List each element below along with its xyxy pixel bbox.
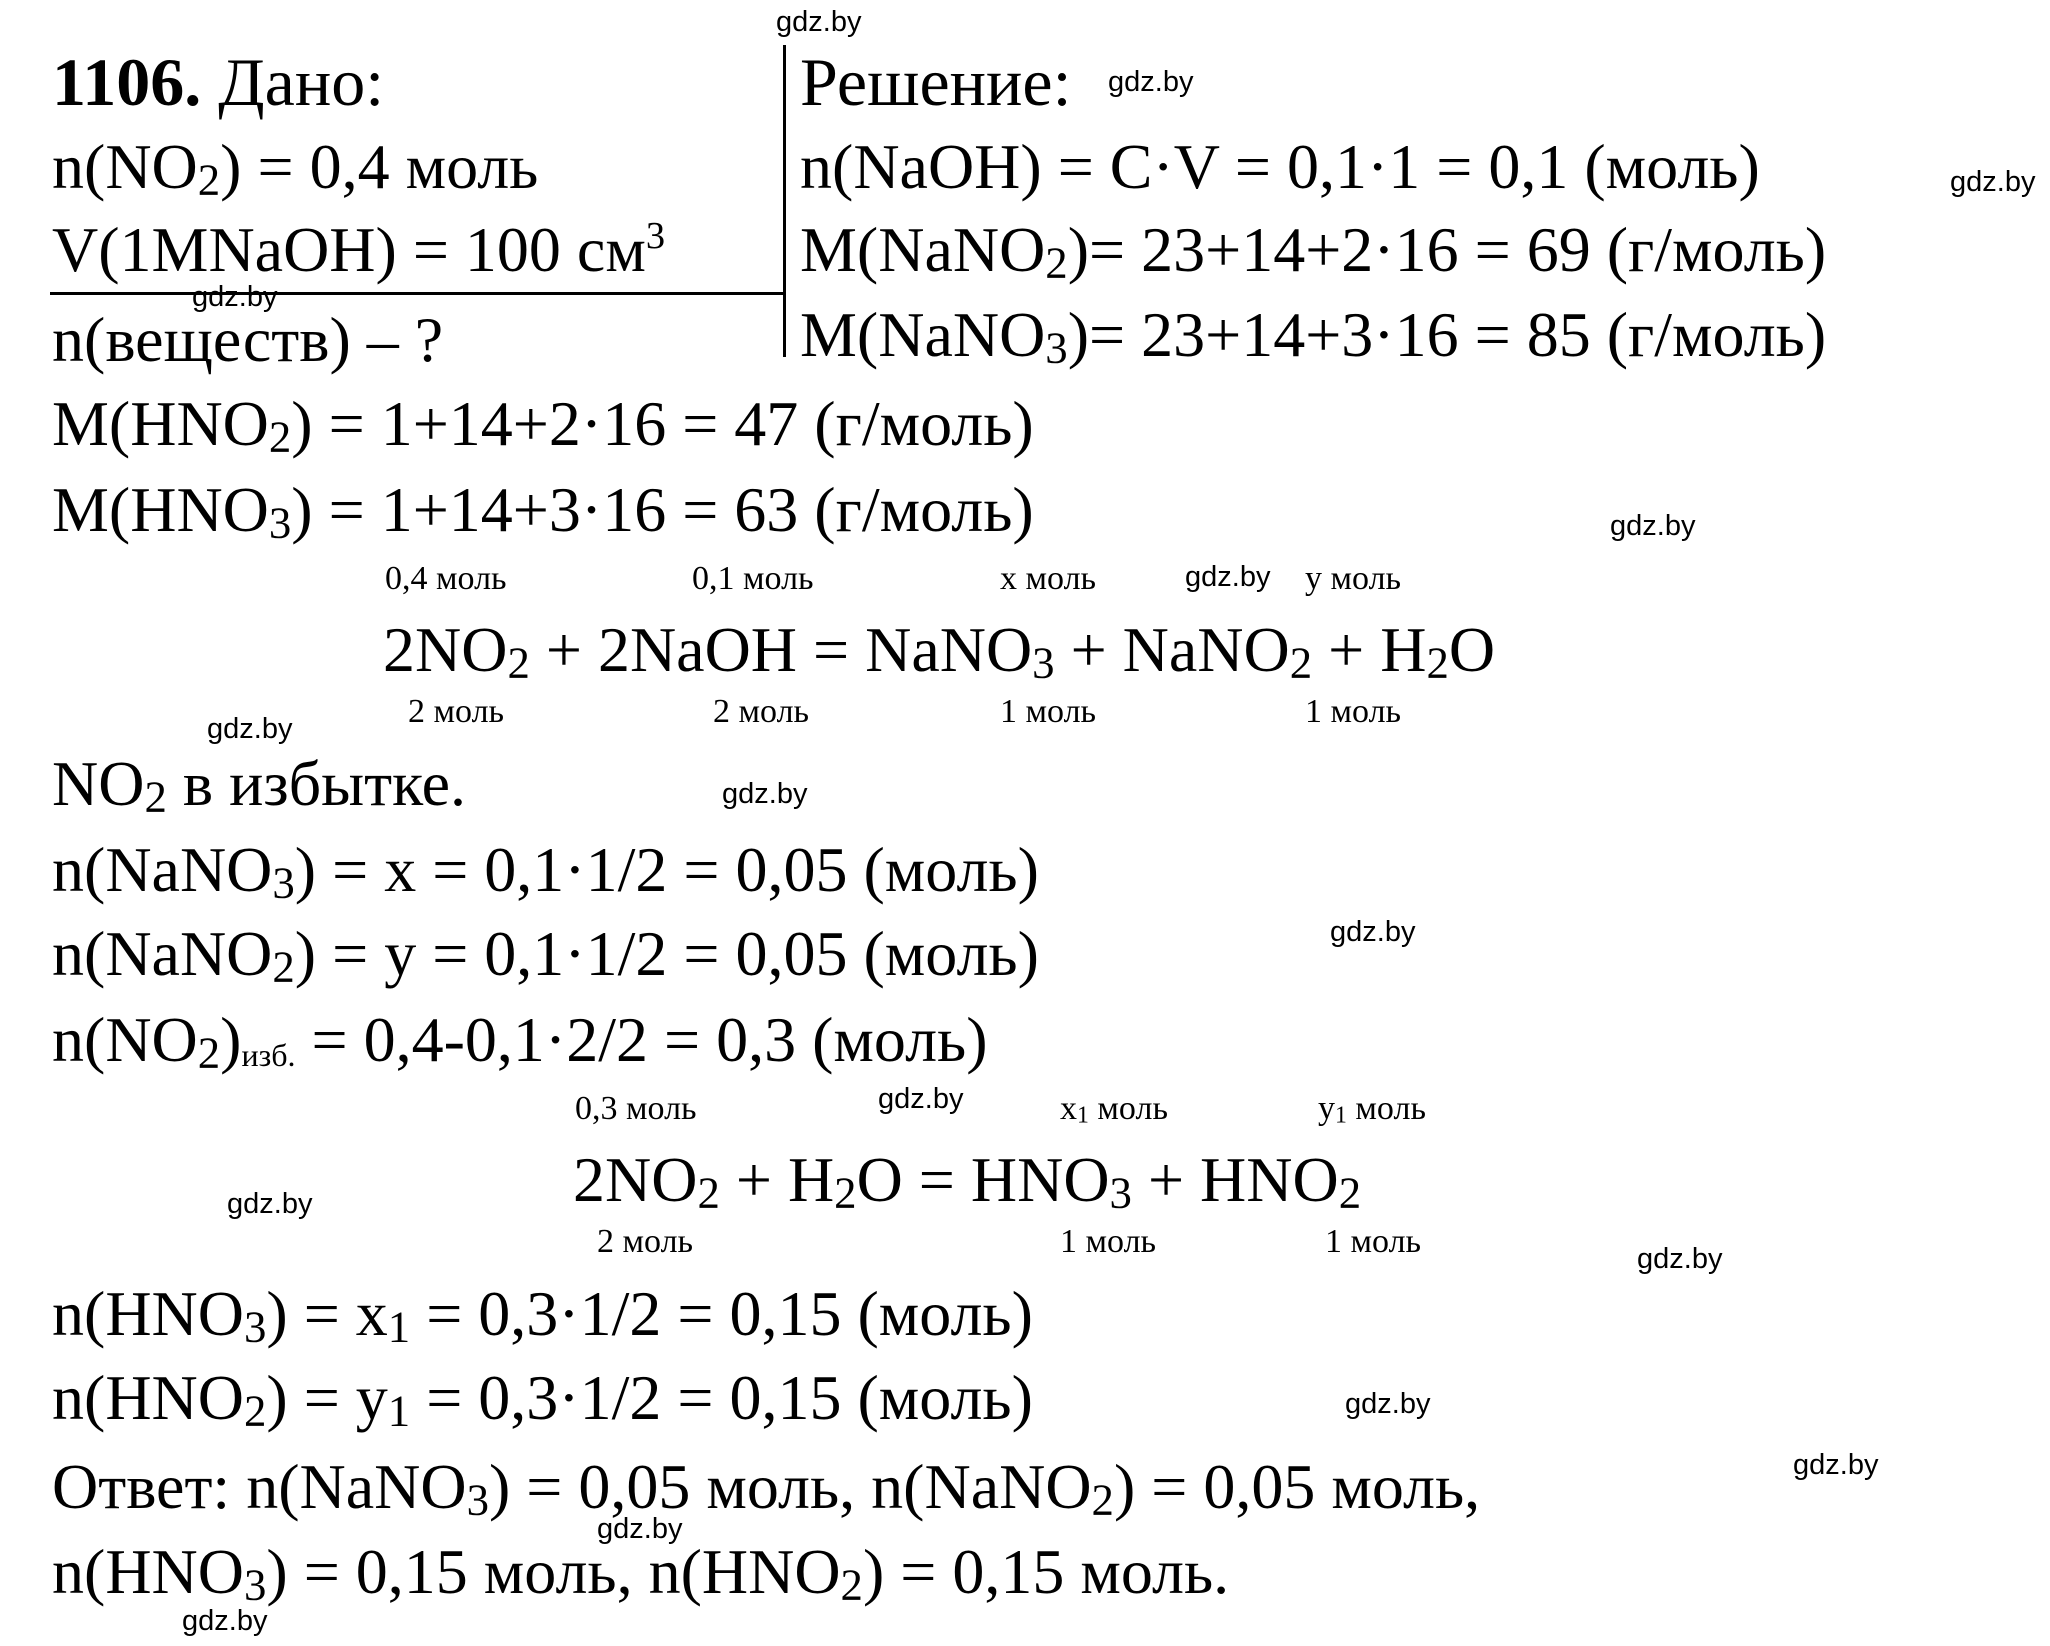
molar-hno3: $M(HNO_3) = 1+14+3\cdot 16 = 63$ (г/моль) <box>52 474 1034 548</box>
watermark: gdz.by <box>207 713 293 745</box>
watermark: gdz.by <box>182 1605 268 1637</box>
r2-above-3: $y_1$ моль <box>1318 1090 1426 1129</box>
watermark: gdz.by <box>1330 916 1416 948</box>
watermark: gdz.by <box>878 1083 964 1115</box>
r2-below-3: 1 моль <box>1325 1223 1422 1260</box>
watermark: gdz.by <box>722 778 808 810</box>
reaction-2-equation: $2NO_2 + H_2O = HNO_3 + HNO_2$ <box>573 1144 1362 1218</box>
watermark: gdz.by <box>776 6 862 38</box>
calc-nano2: n(NaNO$_2$) = y = 0,1·1/2 = 0,05 (моль) <box>52 918 1039 992</box>
watermark: gdz.by <box>1793 1449 1879 1481</box>
calc-nano3: n(NaNO$_3$) = x = 0,1·1/2 = 0,05 (моль) <box>52 834 1039 908</box>
r1-below-2: 2 моль <box>713 693 810 730</box>
solution-line-3: M(NaNO$_3$)= 23+14+3·16 = 85 (г/моль) <box>800 299 1827 373</box>
r1-below-3: 1 моль <box>1000 693 1097 730</box>
watermark: gdz.by <box>1610 510 1696 542</box>
answer-line-1: Ответ: n(NaNO$_3$) = 0,05 моль, n(NaNO$_2$) = 0,05 моль, <box>52 1451 1481 1525</box>
excess-note: $NO_2$ в избытке. <box>52 748 467 822</box>
r1-below-1: 2 моль <box>408 693 505 730</box>
r1-above-3: x моль <box>1000 560 1097 597</box>
r2-above-2: $x_1$ моль <box>1060 1090 1168 1129</box>
problem-number: 1106. <box>52 44 202 120</box>
given-label: Дано: <box>218 44 385 120</box>
calc-hno3: $n(HNO_3) = x_1 = 0,3\cdot 1/2 = 0,15$ (моль) <box>52 1278 1033 1352</box>
given-underline <box>50 292 783 295</box>
given-solution-divider <box>783 45 786 357</box>
r1-above-2: 0,1 моль <box>692 560 814 597</box>
calc-hno2: $n(HNO_2) = y_1 = 0,3\cdot 1/2 = 0,15$ (моль) <box>52 1362 1033 1436</box>
given-line-2: V(1MNaOH) = 100 $см^3$ <box>52 214 666 285</box>
r1-below-4: 1 моль <box>1305 693 1402 730</box>
given-find: n(веществ) – ? <box>52 304 444 375</box>
solution-label: Решение: <box>800 44 1072 120</box>
r2-above-1: 0,3 моль <box>575 1090 697 1127</box>
r2-below-2: 1 моль <box>1060 1223 1157 1260</box>
answer-line-2: $n(HNO_3) = 0,15$ моль, $n(HNO_2) = 0,15$ моль. <box>52 1536 1230 1610</box>
watermark: gdz.by <box>1108 66 1194 98</box>
watermark: gdz.by <box>1637 1243 1723 1275</box>
r1-above-4: y моль <box>1305 560 1402 597</box>
watermark: gdz.by <box>1185 561 1271 593</box>
r1-above-1: 0,4 моль <box>385 560 507 597</box>
watermark: gdz.by <box>597 1513 683 1545</box>
given-line-1: $n(NO_2) = 0,4$ моль <box>52 131 539 205</box>
watermark: gdz.by <box>227 1188 313 1220</box>
solution-line-1: n(NaOH) = C·V = 0,1·1 = 0,1 (моль) <box>800 131 1760 202</box>
solution-line-2: M(NaNO$_2$)= 23+14+2·16 = 69 (г/моль) <box>800 214 1827 288</box>
header-given <box>52 44 385 120</box>
calc-no2-excess: $n(NO_2)_{изб.} = 0,4-0,1\cdot 2/2 = 0,3$ (моль) <box>52 1004 988 1078</box>
molar-hno2: $M(HNO_2) = 1+14+2\cdot 16 = 47$ (г/моль) <box>52 388 1034 462</box>
watermark: gdz.by <box>1950 166 2036 198</box>
watermark: gdz.by <box>192 281 278 313</box>
reaction-1-equation: $2NO_2$ + 2NaOH = NaNO$_3$ + NaNO$_2$ + $H_2O$ <box>383 614 1496 688</box>
watermark: gdz.by <box>1345 1388 1431 1420</box>
r2-below-1: 2 моль <box>597 1223 694 1260</box>
